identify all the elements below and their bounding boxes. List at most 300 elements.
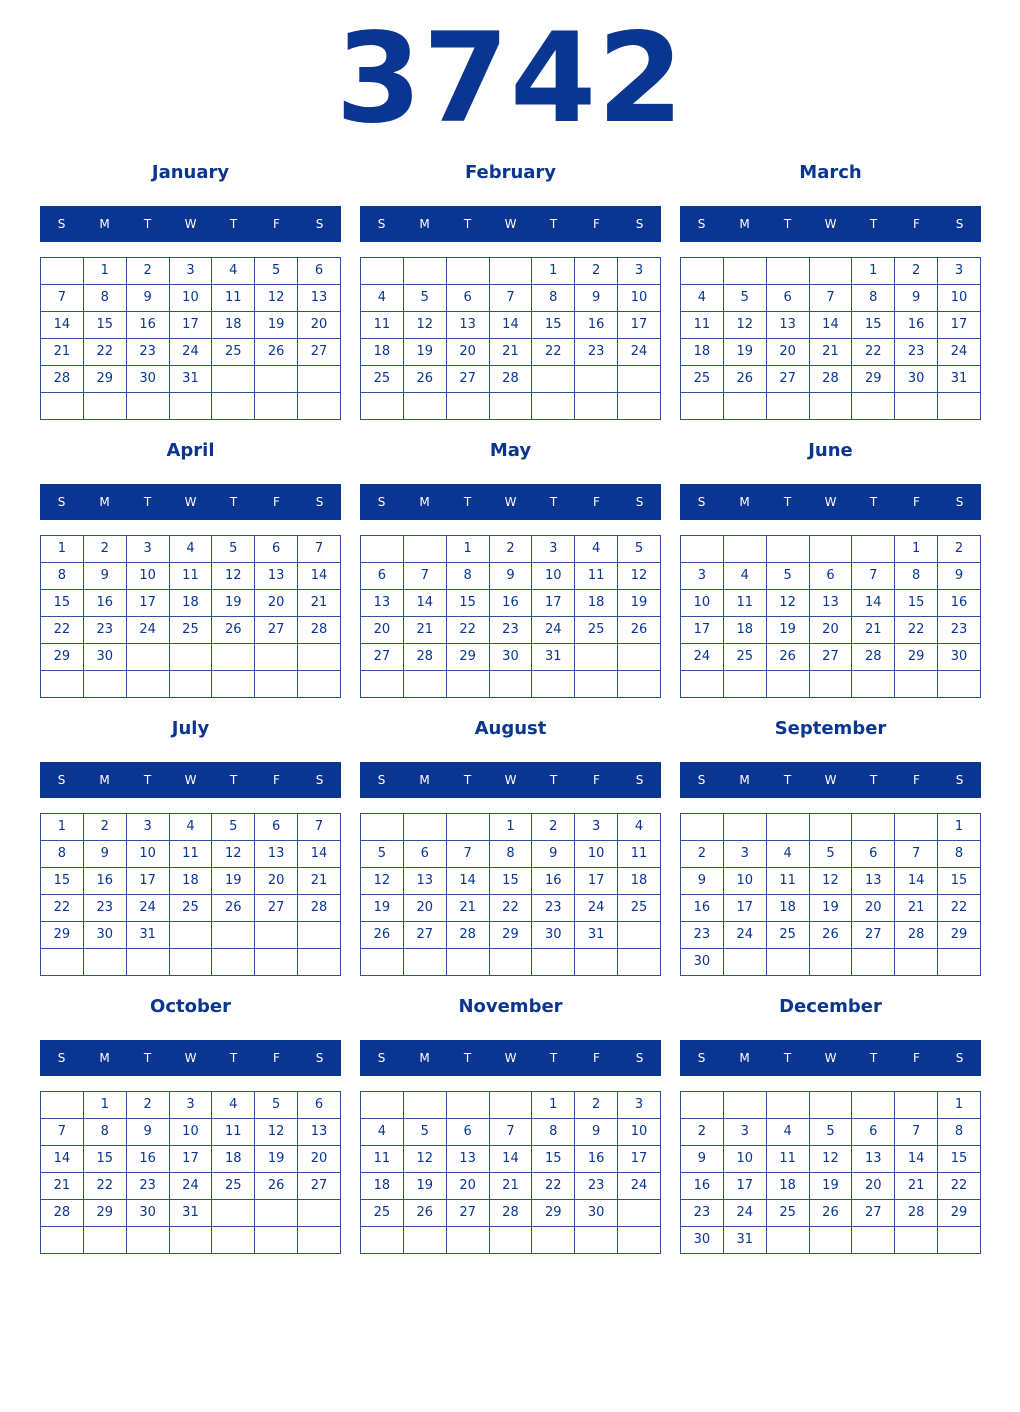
- day-cell: 21: [403, 617, 446, 644]
- day-cell: [575, 366, 618, 393]
- day-cell: 10: [169, 1119, 212, 1146]
- day-cell: 8: [895, 563, 938, 590]
- day-cell: 21: [446, 895, 489, 922]
- day-cell: 24: [618, 339, 661, 366]
- day-cell: 7: [895, 1119, 938, 1146]
- day-cell: 2: [575, 1092, 618, 1119]
- day-cell: 18: [361, 1173, 404, 1200]
- day-grid: [360, 1091, 661, 1254]
- day-cell: 14: [41, 1146, 84, 1173]
- day-cell: 10: [532, 563, 575, 590]
- weekday-header: [40, 484, 341, 520]
- day-cell: 14: [895, 868, 938, 895]
- day-cell: 19: [361, 895, 404, 922]
- day-cell: 16: [126, 1146, 169, 1173]
- week-row: [41, 393, 341, 420]
- day-cell: 9: [681, 1146, 724, 1173]
- week-row: [681, 1146, 981, 1173]
- day-cell: [895, 1227, 938, 1254]
- day-cell: 1: [41, 814, 84, 841]
- day-cell: 14: [298, 563, 341, 590]
- day-cell: [532, 366, 575, 393]
- week-row: [681, 1173, 981, 1200]
- day-cell: 1: [532, 258, 575, 285]
- day-cell: 17: [532, 590, 575, 617]
- day-cell: 1: [83, 1092, 126, 1119]
- day-cell: 18: [212, 312, 255, 339]
- weekday-label: M: [739, 217, 750, 231]
- day-cell: 27: [298, 1173, 341, 1200]
- weekday-label: W: [824, 217, 837, 231]
- day-cell: 17: [681, 617, 724, 644]
- day-cell: [895, 949, 938, 976]
- day-cell: 5: [361, 841, 404, 868]
- day-cell: 23: [126, 1173, 169, 1200]
- day-cell: 15: [938, 1146, 981, 1173]
- day-cell: 1: [41, 536, 84, 563]
- weekday-label: S: [697, 217, 706, 231]
- week-row: [681, 258, 981, 285]
- day-cell: [809, 814, 852, 841]
- day-cell: [938, 949, 981, 976]
- day-cell: [766, 1092, 809, 1119]
- day-cell: 9: [489, 563, 532, 590]
- week-row: [361, 1146, 661, 1173]
- week-row: [361, 312, 661, 339]
- day-cell: 11: [618, 841, 661, 868]
- day-cell: 10: [169, 285, 212, 312]
- day-cell: 2: [126, 1092, 169, 1119]
- day-cell: 14: [403, 590, 446, 617]
- day-cell: 18: [723, 617, 766, 644]
- day-cell: [212, 644, 255, 671]
- week-row: [681, 312, 981, 339]
- day-grid: [680, 535, 981, 698]
- weekday-label: M: [99, 1051, 110, 1065]
- day-cell: 18: [212, 1146, 255, 1173]
- day-cell: 26: [403, 1200, 446, 1227]
- day-cell: 22: [938, 1173, 981, 1200]
- day-cell: [446, 393, 489, 420]
- month-name: May: [489, 440, 532, 461]
- week-row: [41, 949, 341, 976]
- weekday-label: T: [229, 217, 238, 231]
- day-cell: 20: [255, 590, 298, 617]
- day-cell: 12: [361, 868, 404, 895]
- day-cell: [298, 922, 341, 949]
- day-cell: 24: [723, 922, 766, 949]
- day-cell: 11: [361, 1146, 404, 1173]
- day-cell: 6: [255, 814, 298, 841]
- day-cell: 19: [809, 895, 852, 922]
- day-cell: [809, 258, 852, 285]
- day-cell: 27: [361, 644, 404, 671]
- weekday-header: [360, 484, 661, 520]
- day-cell: 3: [618, 1092, 661, 1119]
- week-row: [41, 671, 341, 698]
- day-cell: 10: [618, 1119, 661, 1146]
- week-row: [681, 590, 981, 617]
- day-cell: 17: [618, 1146, 661, 1173]
- week-row: [361, 1173, 661, 1200]
- day-cell: 26: [255, 339, 298, 366]
- day-cell: [83, 1227, 126, 1254]
- week-row: [361, 563, 661, 590]
- week-row: [361, 841, 661, 868]
- day-cell: 29: [83, 366, 126, 393]
- day-cell: 8: [83, 1119, 126, 1146]
- week-row: [41, 1119, 341, 1146]
- day-cell: [575, 1227, 618, 1254]
- day-cell: 2: [83, 536, 126, 563]
- day-cell: 13: [255, 841, 298, 868]
- day-cell: [446, 1227, 489, 1254]
- day-cell: [681, 258, 724, 285]
- week-row: [361, 339, 661, 366]
- day-cell: 9: [126, 1119, 169, 1146]
- day-cell: [169, 949, 212, 976]
- day-cell: [681, 814, 724, 841]
- weekday-label: W: [184, 773, 197, 787]
- day-cell: 25: [212, 339, 255, 366]
- day-cell: [681, 393, 724, 420]
- day-cell: [169, 644, 212, 671]
- weekday-label: M: [99, 217, 110, 231]
- day-cell: 13: [298, 285, 341, 312]
- day-cell: 17: [938, 312, 981, 339]
- weekday-label: S: [377, 773, 386, 787]
- day-cell: 5: [212, 814, 255, 841]
- month-name: December: [779, 996, 882, 1017]
- day-cell: [852, 536, 895, 563]
- day-cell: [766, 814, 809, 841]
- day-cell: 6: [298, 258, 341, 285]
- day-cell: 31: [126, 922, 169, 949]
- day-cell: [255, 922, 298, 949]
- day-cell: 12: [403, 312, 446, 339]
- day-cell: 9: [575, 1119, 618, 1146]
- week-row: [361, 393, 661, 420]
- weekday-label: M: [419, 1051, 430, 1065]
- day-cell: 5: [766, 563, 809, 590]
- weekday-header: [360, 206, 661, 242]
- weekday-label: F: [273, 773, 280, 787]
- day-cell: [575, 671, 618, 698]
- day-cell: 16: [681, 895, 724, 922]
- weekday-label: S: [697, 1051, 706, 1065]
- day-cell: 4: [618, 814, 661, 841]
- day-cell: 18: [575, 590, 618, 617]
- day-cell: 12: [766, 590, 809, 617]
- day-cell: 10: [575, 841, 618, 868]
- day-cell: 19: [403, 339, 446, 366]
- day-cell: 14: [41, 312, 84, 339]
- weekday-label: S: [377, 217, 386, 231]
- day-cell: 30: [681, 949, 724, 976]
- day-cell: 15: [41, 868, 84, 895]
- weekday-label: S: [377, 1051, 386, 1065]
- day-cell: [723, 671, 766, 698]
- day-cell: [298, 1200, 341, 1227]
- day-cell: 6: [446, 1119, 489, 1146]
- day-cell: 6: [255, 536, 298, 563]
- weekday-label: F: [593, 1051, 600, 1065]
- day-cell: [895, 814, 938, 841]
- day-cell: 15: [852, 312, 895, 339]
- day-cell: [852, 671, 895, 698]
- weekday-label: S: [635, 1051, 644, 1065]
- day-cell: 19: [618, 590, 661, 617]
- day-cell: 28: [41, 1200, 84, 1227]
- month-name: January: [151, 162, 230, 183]
- day-cell: [723, 258, 766, 285]
- day-cell: 8: [41, 841, 84, 868]
- weekday-label: S: [635, 217, 644, 231]
- day-cell: [809, 1092, 852, 1119]
- day-cell: 31: [723, 1227, 766, 1254]
- day-cell: 6: [809, 563, 852, 590]
- day-cell: 1: [895, 536, 938, 563]
- weekday-label: M: [99, 773, 110, 787]
- day-cell: 26: [809, 1200, 852, 1227]
- day-cell: 10: [126, 563, 169, 590]
- day-cell: [403, 949, 446, 976]
- day-cell: 8: [489, 841, 532, 868]
- day-cell: [766, 671, 809, 698]
- day-cell: 30: [126, 1200, 169, 1227]
- week-row: [41, 563, 341, 590]
- day-cell: 17: [575, 868, 618, 895]
- weekday-label: W: [824, 1051, 837, 1065]
- day-cell: 20: [298, 1146, 341, 1173]
- day-cell: [723, 393, 766, 420]
- day-cell: [809, 671, 852, 698]
- day-cell: 2: [681, 841, 724, 868]
- weekday-label: F: [913, 773, 920, 787]
- day-cell: 28: [895, 1200, 938, 1227]
- weekday-label: M: [739, 495, 750, 509]
- day-cell: 29: [938, 1200, 981, 1227]
- weekday-label: S: [377, 495, 386, 509]
- day-cell: 7: [489, 285, 532, 312]
- day-cell: 26: [212, 895, 255, 922]
- day-cell: 5: [618, 536, 661, 563]
- day-cell: [618, 366, 661, 393]
- day-cell: 14: [489, 1146, 532, 1173]
- month-name: October: [150, 996, 231, 1017]
- day-cell: 13: [361, 590, 404, 617]
- day-cell: 8: [41, 563, 84, 590]
- weekday-label: T: [143, 1051, 152, 1065]
- day-cell: 30: [126, 366, 169, 393]
- day-cell: 30: [575, 1200, 618, 1227]
- day-grid: [40, 257, 341, 420]
- day-cell: 8: [532, 285, 575, 312]
- day-cell: 4: [212, 258, 255, 285]
- day-cell: 20: [766, 339, 809, 366]
- day-cell: 29: [41, 922, 84, 949]
- day-cell: [938, 671, 981, 698]
- week-row: [681, 949, 981, 976]
- day-cell: [618, 393, 661, 420]
- day-cell: 17: [169, 1146, 212, 1173]
- day-cell: 4: [723, 563, 766, 590]
- week-row: [41, 258, 341, 285]
- weekday-label: S: [955, 217, 964, 231]
- day-cell: [852, 1227, 895, 1254]
- day-cell: [361, 393, 404, 420]
- weekday-label: T: [229, 495, 238, 509]
- day-cell: 26: [766, 644, 809, 671]
- month-name: September: [774, 718, 887, 739]
- day-cell: 29: [489, 922, 532, 949]
- day-cell: 17: [126, 590, 169, 617]
- day-cell: 28: [809, 366, 852, 393]
- day-cell: 1: [489, 814, 532, 841]
- day-cell: [298, 393, 341, 420]
- weekday-label: T: [549, 495, 558, 509]
- day-cell: [766, 949, 809, 976]
- week-row: [361, 814, 661, 841]
- day-cell: 3: [126, 536, 169, 563]
- week-row: [41, 1227, 341, 1254]
- day-cell: 18: [618, 868, 661, 895]
- day-cell: 29: [532, 1200, 575, 1227]
- day-cell: 4: [766, 1119, 809, 1146]
- day-cell: [212, 922, 255, 949]
- day-cell: 7: [41, 285, 84, 312]
- day-cell: 12: [809, 868, 852, 895]
- day-cell: 22: [83, 339, 126, 366]
- day-cell: 23: [681, 922, 724, 949]
- weekday-label: T: [229, 1051, 238, 1065]
- weekday-label: T: [869, 1051, 878, 1065]
- week-row: [361, 536, 661, 563]
- day-cell: 10: [681, 590, 724, 617]
- day-cell: [361, 949, 404, 976]
- weekday-header: [680, 206, 981, 242]
- year-title: 3742: [335, 7, 685, 151]
- weekday-label: T: [783, 217, 792, 231]
- day-cell: 9: [681, 868, 724, 895]
- weekday-label: F: [273, 217, 280, 231]
- week-row: [41, 868, 341, 895]
- day-cell: 28: [298, 895, 341, 922]
- day-cell: 23: [938, 617, 981, 644]
- weekday-label: F: [913, 217, 920, 231]
- day-cell: 11: [212, 285, 255, 312]
- day-cell: 28: [403, 644, 446, 671]
- day-cell: 27: [809, 644, 852, 671]
- day-cell: [255, 644, 298, 671]
- day-cell: 22: [489, 895, 532, 922]
- day-cell: 31: [169, 1200, 212, 1227]
- weekday-label: M: [419, 495, 430, 509]
- day-cell: 2: [681, 1119, 724, 1146]
- day-cell: [446, 1092, 489, 1119]
- week-row: [681, 563, 981, 590]
- day-cell: 1: [446, 536, 489, 563]
- day-cell: 24: [126, 617, 169, 644]
- week-row: [361, 949, 661, 976]
- day-cell: [532, 393, 575, 420]
- weekday-label: S: [955, 773, 964, 787]
- week-row: [41, 590, 341, 617]
- day-cell: 4: [766, 841, 809, 868]
- day-cell: 20: [852, 895, 895, 922]
- day-cell: 15: [83, 312, 126, 339]
- week-row: [41, 366, 341, 393]
- day-cell: 13: [255, 563, 298, 590]
- day-cell: 9: [532, 841, 575, 868]
- day-cell: 19: [212, 868, 255, 895]
- day-cell: 25: [361, 366, 404, 393]
- day-cell: [895, 393, 938, 420]
- day-cell: 6: [403, 841, 446, 868]
- day-cell: 18: [169, 590, 212, 617]
- day-cell: 19: [212, 590, 255, 617]
- day-cell: 5: [255, 1092, 298, 1119]
- day-cell: [681, 1092, 724, 1119]
- day-cell: 15: [532, 312, 575, 339]
- weekday-label: T: [869, 217, 878, 231]
- weekday-label: S: [955, 1051, 964, 1065]
- day-cell: 13: [298, 1119, 341, 1146]
- day-cell: 23: [83, 895, 126, 922]
- weekday-header: [680, 484, 981, 520]
- day-cell: [766, 1227, 809, 1254]
- day-cell: [489, 258, 532, 285]
- day-cell: 16: [489, 590, 532, 617]
- week-row: [41, 312, 341, 339]
- day-cell: 6: [852, 841, 895, 868]
- week-row: [361, 1119, 661, 1146]
- day-cell: 10: [723, 868, 766, 895]
- day-grid: [360, 535, 661, 698]
- day-cell: [809, 393, 852, 420]
- day-cell: 17: [723, 1173, 766, 1200]
- day-cell: 15: [532, 1146, 575, 1173]
- weekday-header: [40, 762, 341, 798]
- month-name: February: [464, 162, 557, 183]
- week-row: [41, 1200, 341, 1227]
- day-cell: 12: [255, 285, 298, 312]
- day-cell: [361, 671, 404, 698]
- day-cell: 7: [298, 814, 341, 841]
- day-cell: 12: [212, 563, 255, 590]
- weekday-header: [40, 1040, 341, 1076]
- day-cell: 5: [403, 285, 446, 312]
- weekday-label: S: [955, 495, 964, 509]
- week-row: [361, 1092, 661, 1119]
- day-cell: 22: [852, 339, 895, 366]
- day-cell: 17: [723, 895, 766, 922]
- day-cell: 21: [298, 590, 341, 617]
- day-cell: 18: [766, 895, 809, 922]
- day-cell: [403, 1227, 446, 1254]
- day-cell: [938, 393, 981, 420]
- day-cell: [212, 393, 255, 420]
- day-cell: 29: [938, 922, 981, 949]
- day-cell: 15: [938, 868, 981, 895]
- day-cell: 22: [938, 895, 981, 922]
- day-cell: [212, 949, 255, 976]
- day-cell: 6: [298, 1092, 341, 1119]
- day-cell: 8: [532, 1119, 575, 1146]
- day-cell: [446, 258, 489, 285]
- day-cell: 14: [298, 841, 341, 868]
- day-cell: 7: [895, 841, 938, 868]
